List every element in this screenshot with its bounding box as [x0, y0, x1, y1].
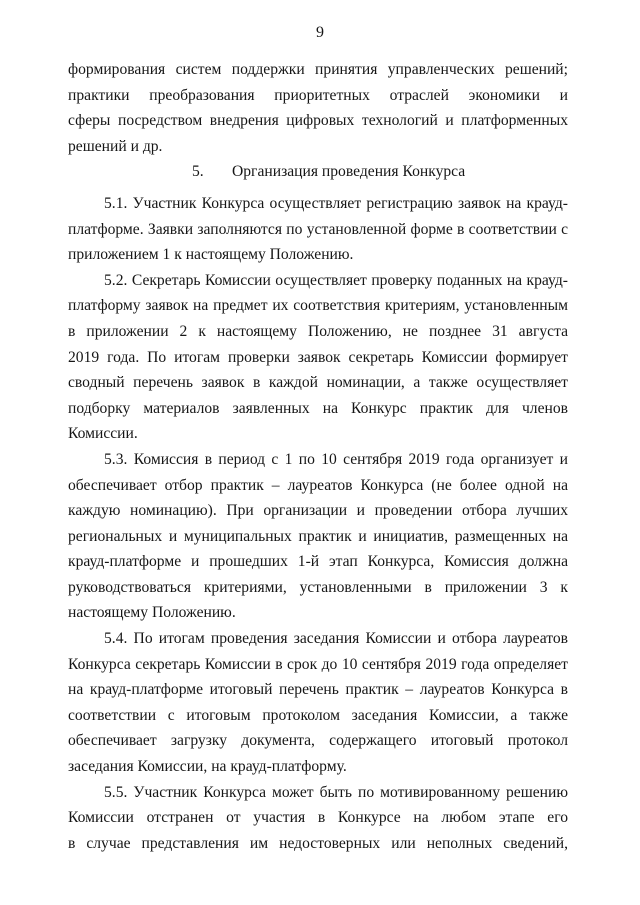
document-body — [68, 57, 568, 856]
paragraph-line: на крауд-платформе итоговый перечень практик – лауреатов Конкурса в — [68, 681, 568, 699]
paragraph-line: платформе. Заявки заполняются по установленной форме в соответствии с — [68, 220, 568, 238]
intro-line: практики преобразования приоритетных отраслей экономики и — [68, 86, 568, 104]
paragraph-line: соответствии с итоговым протоколом заседания Комиссии, а также — [68, 706, 568, 724]
paragraph-5-5 — [68, 780, 568, 857]
intro-line: сферы посредством внедрения цифровых технологий и платформенных — [68, 112, 568, 130]
paragraph-line: региональных и муниципальных практик и инициатив, размещенных на — [68, 527, 568, 545]
paragraph-line: подборку материалов заявленных на Конкурс практик для членов — [68, 399, 568, 417]
paragraph-line: 5.1. Участник Конкурса осуществляет регистрацию заявок на крауд- — [104, 194, 568, 212]
paragraph-line: Комиссии отстранен от участия в Конкурсе на любом этапе его — [68, 809, 568, 827]
paragraph-line: заседания Комиссии, на крауд-платформу. — [68, 758, 347, 776]
paragraph-line: 2019 года. По итогам проверки заявок секретарь Комиссии формирует — [68, 348, 568, 366]
paragraph-line: крауд-платформе и прошедших 1-й этап Конкурса, Комиссия должна — [68, 553, 568, 571]
section-number: 5. — [192, 163, 204, 181]
paragraph-5-2 — [68, 268, 568, 447]
paragraph-line: 5.2. Секретарь Комиссии осуществляет проверку поданных на крауд- — [104, 271, 568, 289]
page-number: 9 — [316, 24, 324, 41]
paragraph-line: каждую номинацию). При организации и проведении отбора лучших — [68, 502, 568, 520]
section-heading — [68, 159, 568, 185]
paragraph-line: Комиссии. — [68, 425, 138, 443]
paragraph-line: платформу заявок на предмет их соответствия критериям, установленным — [68, 297, 568, 315]
paragraph-5-1 — [68, 191, 568, 268]
section-title: Организация проведения Конкурса — [232, 163, 466, 181]
intro-line: решений и др. — [68, 137, 163, 155]
paragraph-5-4 — [68, 626, 568, 780]
paragraph-line: 5.4. По итогам проведения заседания Комиссии и отбора лауреатов — [104, 630, 568, 648]
paragraph-5-3 — [68, 447, 568, 626]
intro-line: формирования систем поддержки принятия управленческих решений; — [68, 61, 568, 78]
paragraph-line: приложением 1 к настоящему Положению. — [68, 246, 354, 264]
paragraph-line: в приложении 2 к настоящему Положению, не позднее 31 августа — [68, 322, 568, 340]
paragraph-line: обеспечивает отбор практик – лауреатов Конкурса (не более одной на — [68, 476, 568, 494]
paragraph-line: руководствоваться критериями, установленными в приложении 3 к — [68, 578, 568, 596]
paragraph-line: обеспечивает загрузку документа, содержащего итоговый протокол — [68, 732, 568, 750]
paragraph-line: в случае представления им недостоверных или неполных сведений, — [68, 834, 568, 852]
paragraph-line: 5.5. Участник Конкурса может быть по мотивированному решению — [104, 783, 568, 801]
paragraph-line: сводный перечень заявок в каждой номинации, а также осуществляет — [68, 374, 568, 392]
paragraph-line: Конкурса секретарь Комиссии в срок до 10 сентября 2019 года определяет — [68, 655, 568, 673]
paragraph-line: настоящему Положению. — [68, 604, 236, 622]
paragraph-line: 5.3. Комиссия в период с 1 по 10 сентября 2019 года организует и — [104, 450, 568, 468]
